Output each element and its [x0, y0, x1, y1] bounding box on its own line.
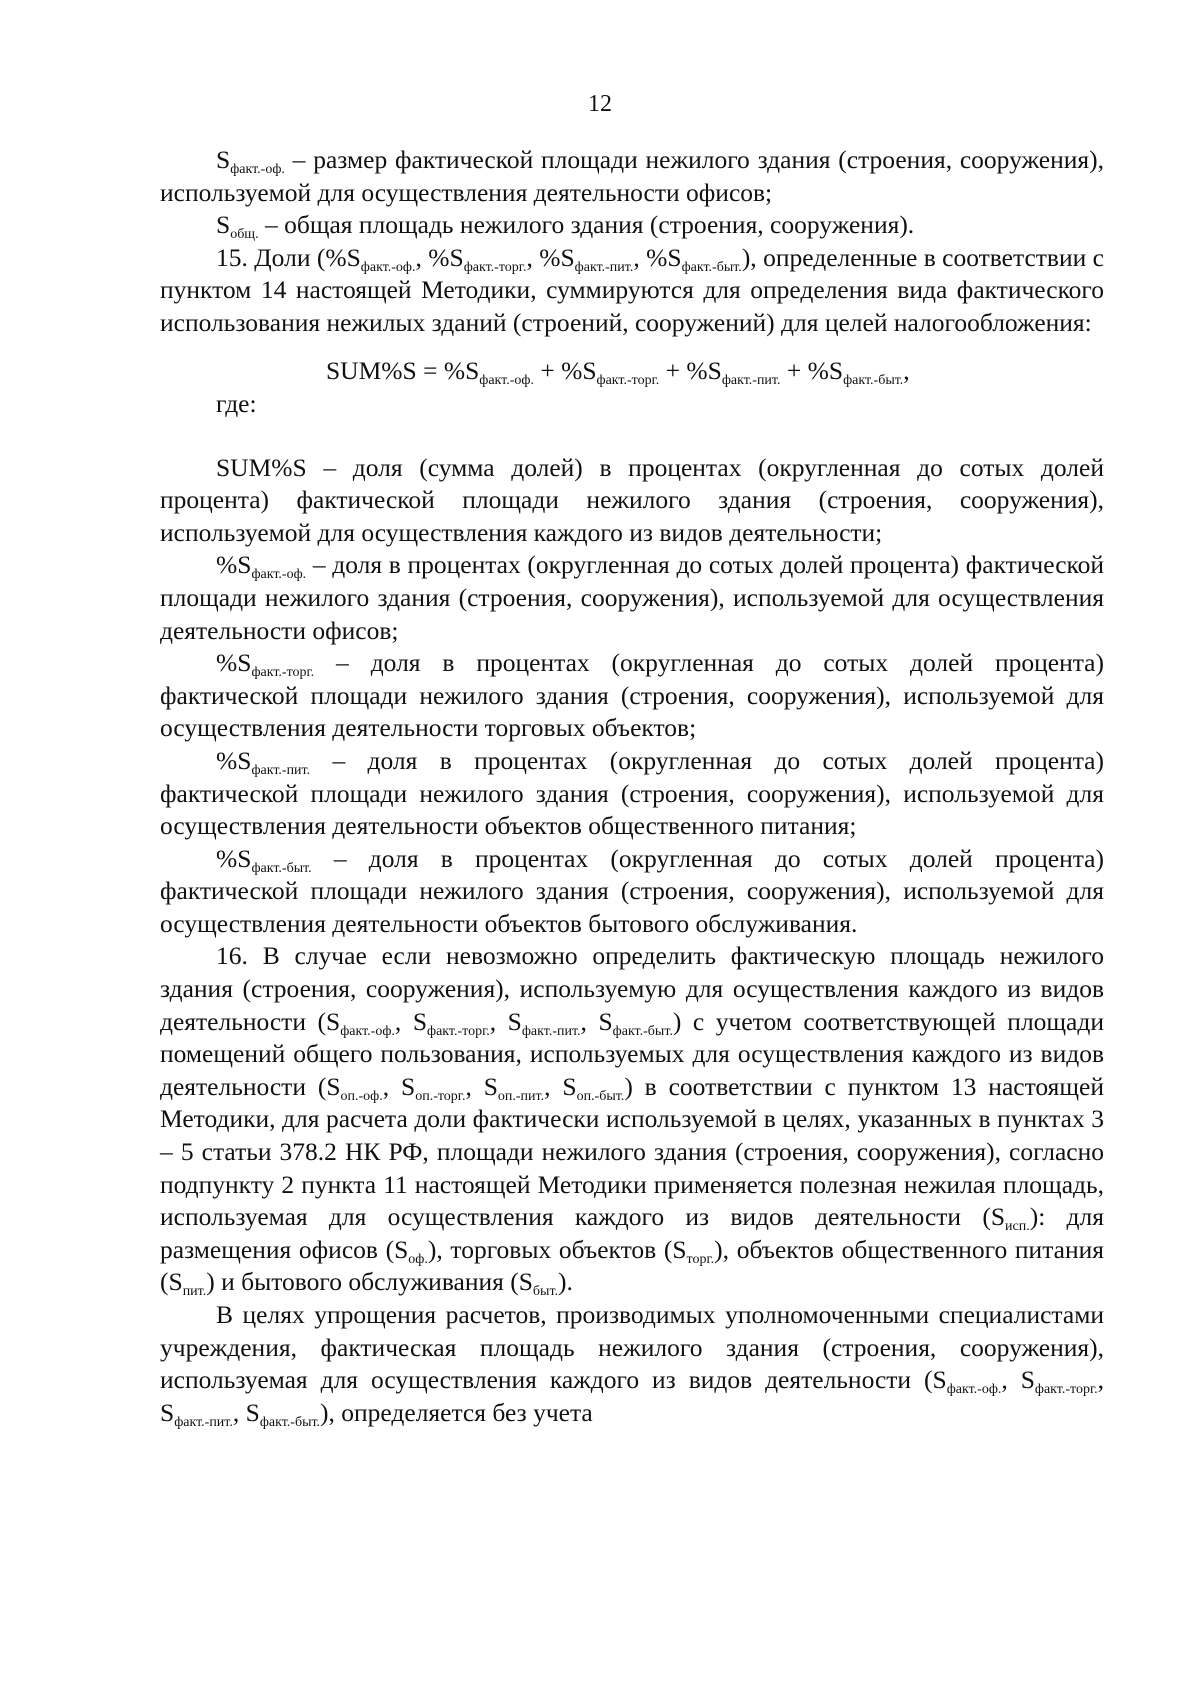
subscript: оп.-пит.: [497, 1088, 545, 1104]
symbol: %S: [216, 745, 252, 775]
text-run: 16. В случае если невозможно определить фактическую площадь нежилого здания (строения, сооружения), используемую для осуществления каждого из видов деятельности (S: [160, 941, 1104, 1036]
formula-sum-percent-s: [160, 354, 1104, 388]
formula-run: + %S: [533, 355, 597, 385]
paragraph-percent-s-fakt-pit-definition: [160, 745, 1104, 843]
text-run: ) в соответствии с пунктом 13 настоящей Методики, для расчета доли фактически используемой в целях, указанных в пунктах 3 – 5 статьи 378.2 НК РФ, площади нежилого здания (строения, сооружения), согласно подпункту 2 пункта 11 настоящей Методики применяется полезная нежилая площадь, используемая для осуществления каждого из видов деятельности (S: [160, 1071, 1104, 1232]
definition-text: – доля в процентах (округленная до сотых долей процента) фактической площади нежилого здания (строения, сооружения), используемой для осуществления деятельности объектов бытового обслуживания.: [160, 843, 1104, 938]
subscript: оп.-оф.: [340, 1088, 383, 1104]
symbol: S: [216, 145, 231, 174]
paragraph-s-fakt-of-definition: [160, 144, 1104, 209]
text-run: , %S: [633, 242, 682, 272]
text-run: ), торговых объектов (S: [427, 1234, 687, 1264]
page-number: 12: [588, 91, 612, 117]
formula-subscript: факт.-оф.: [479, 372, 534, 388]
symbol: %S: [216, 550, 252, 580]
subscript: торг.: [686, 1251, 715, 1267]
subscript: факт.-быт.: [681, 259, 742, 275]
text-run: ).: [558, 1267, 573, 1297]
definition-text: – доля в процентах (округленная до сотых долей процента) фактической площади нежилого здания (строения, сооружения), используемой для осуществления деятельности объектов общественного питания;: [160, 745, 1104, 841]
subscript: исп.: [1005, 1219, 1030, 1235]
subscript: быт.: [532, 1284, 559, 1300]
symbol: %S: [216, 648, 252, 678]
subscript: факт.-торг.: [1034, 1382, 1098, 1398]
text-run: ), определенные в соответствии с пунктом 14 настоящей Методики, суммируются для определения вида фактического использования нежилых зданий (строений, сооружений) для целей налогообложения:: [160, 242, 1104, 337]
definition-text: – размер фактической площади нежилого здания (строения, сооружения), используемой для осуществления деятельности офисов;: [160, 145, 1104, 207]
where-label: где:: [216, 388, 257, 418]
subscript: оп.-быт.: [576, 1088, 625, 1104]
paragraph-simplification: [160, 1299, 1104, 1429]
symbol-subscript: факт.-быт.: [251, 860, 312, 876]
text-run: , S: [1001, 1365, 1035, 1395]
symbol-subscript: факт.-пит.: [251, 762, 311, 778]
subscript: факт.-быт.: [259, 1414, 321, 1430]
subscript: факт.-пит.: [574, 259, 634, 275]
text-run: , %S: [526, 242, 575, 272]
formula-run: + %S: [780, 355, 844, 385]
text-run: , S: [465, 1071, 498, 1101]
subscript: факт.-оф.: [946, 1382, 1002, 1398]
text-run: ), объектов общественного питания (S: [160, 1234, 1104, 1297]
definition-text: – доля в процентах (округленная до сотых долей процента) фактической площади нежилого здания (строения, сооружения), используемой для осуществления деятельности торговых объектов;: [160, 648, 1104, 743]
formula-subscript: факт.-быт.: [843, 372, 904, 388]
paragraph-percent-s-fakt-torg-definition: [160, 647, 1104, 745]
subscript: факт.-торг.: [427, 1023, 490, 1039]
paragraph-percent-s-fakt-byt-definition: [160, 843, 1104, 941]
paragraph-16: [160, 940, 1104, 1299]
document-body: [160, 144, 1104, 1429]
subscript: факт.-оф.: [360, 259, 416, 275]
definition-text: – доля в процентах (округленная до сотых долей процента) фактической площади нежилого здания (строения, сооружения), используемой для осуществления деятельности офисов;: [160, 550, 1104, 645]
text-run: , S: [544, 1071, 577, 1101]
symbol-subscript: факт.-торг.: [251, 665, 315, 681]
formula-run: ,: [903, 355, 910, 385]
symbol-subscript: факт.-оф.: [251, 567, 307, 583]
text-run: , S: [580, 1006, 613, 1036]
subscript: факт.-пит.: [521, 1023, 581, 1039]
subscript: оф.: [408, 1251, 428, 1267]
formula-subscript: факт.-пит.: [721, 372, 781, 388]
symbol: S: [216, 210, 231, 240]
paragraph-s-obsh-definition: [160, 209, 1104, 242]
paragraph-15: [160, 242, 1104, 340]
subscript: факт.-быт.: [612, 1023, 673, 1039]
formula-subscript: факт.-торг.: [596, 372, 660, 388]
text-run: , S: [232, 1397, 260, 1427]
paragraph-sum-percent-s-definition: SUM%S – доля (сумма долей) в процентах (округленная до сотых долей процента) фактической площади нежилого здания (строения, сооружения), используемой для осуществления каждого из видов деятельности;: [160, 452, 1104, 547]
text-run: ) с учетом соответствующей площади помещений общего пользования, используемых для осуществления каждого из видов деятельности (S: [160, 1006, 1104, 1101]
paragraph-percent-s-fakt-of-definition: [160, 549, 1104, 647]
text-run: ): для размещения офисов (S: [160, 1202, 1104, 1264]
subscript: факт.-оф.: [340, 1023, 395, 1039]
text-run: ) и бытового обслуживания (S: [206, 1267, 533, 1297]
text-run: 15. Доли (%S: [216, 242, 361, 272]
symbol: %S: [216, 843, 252, 873]
text-run: , %S: [415, 242, 464, 272]
subscript: оп.-торг.: [415, 1088, 466, 1104]
text-run: , S: [382, 1071, 416, 1101]
formula-run: SUM%S = %S: [326, 355, 480, 385]
subscript: пит.: [182, 1284, 207, 1300]
text-run: , S: [160, 1365, 1104, 1427]
text-run: , S: [489, 1006, 522, 1036]
text-run: В целях упрощения расчетов, производимых уполномоченными специалистами учреждения, фактическая площадь нежилого здания (строения, сооружения), используемая для осуществления каждого из видов деятельности (S: [160, 1300, 1104, 1395]
subscript: факт.-пит.: [174, 1414, 233, 1430]
symbol-subscript: общ.: [230, 227, 259, 243]
formula-run: + %S: [659, 355, 722, 385]
text-run: ), определяется без учета: [320, 1397, 593, 1427]
text-run: , S: [394, 1006, 428, 1036]
definition-text: – общая площадь нежилого здания (строения, сооружения).: [258, 210, 915, 240]
symbol-subscript: факт.-оф.: [230, 161, 285, 177]
subscript: факт.-торг.: [463, 259, 527, 275]
